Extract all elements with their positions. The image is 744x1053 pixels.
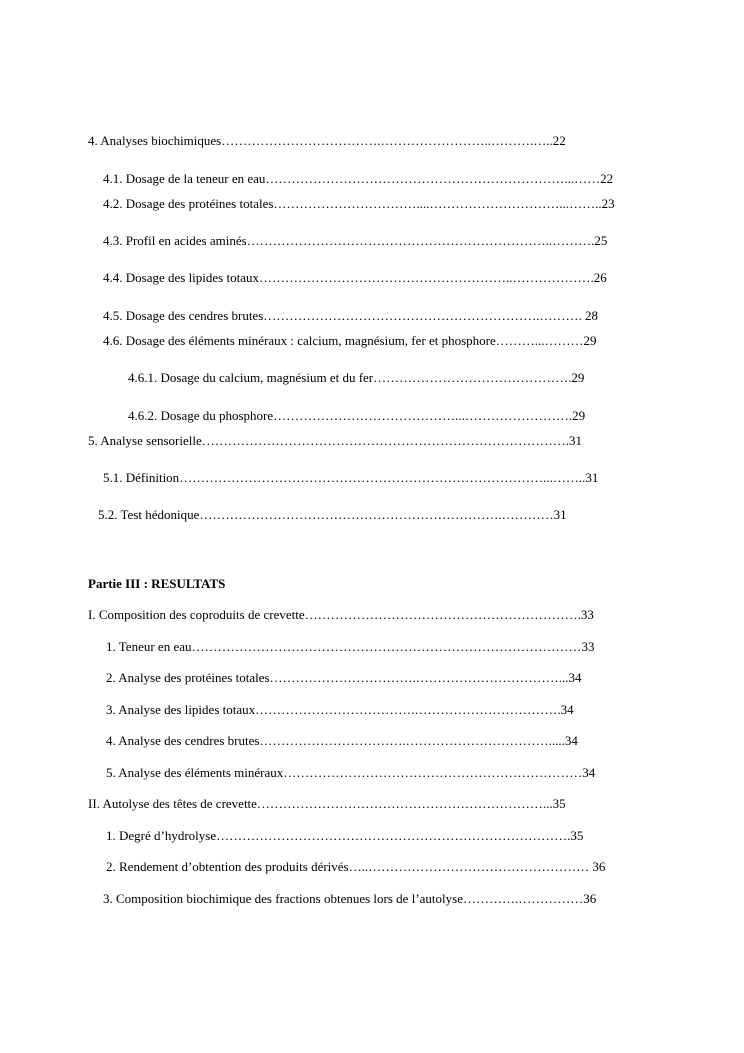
toc-entry: 4.4. Dosage des lipides totaux…………………………………………………..……………….26 [103, 270, 607, 285]
toc-entry: 3. Composition biochimique des fractions obtenues lors de l’autolyse………….……………36 [103, 891, 597, 906]
toc-entry: 5. Analyse des éléments minéraux……………………………………………………………34 [106, 765, 596, 780]
toc-entry: 4.6.1. Dosage du calcium, magnésium et du fer……………………………………….29 [128, 370, 585, 385]
toc-entry: 4.2. Dosage des protéines totales……………………………....…………………………...……..23 [103, 196, 615, 211]
toc-entry: 4. Analyse des cendres brutes…………………………….…………………………….....34 [106, 733, 578, 748]
toc-entry: 5.1. Définition…………………………………………………………………………...……..31 [103, 470, 599, 485]
toc-entry: 5. Analyse sensorielle………………………………………………………………………….31 [88, 433, 582, 448]
toc-entry: 4.6. Dosage des éléments minéraux : calcium, magnésium, fer et phosphore………...………29 [103, 333, 597, 348]
toc-entry: 2. Rendement d’obtention des produits dérivés…..…………………………………………… 36 [106, 859, 606, 874]
toc-entry: 3. Analyse des lipides totaux……………………………….…………………………….34 [106, 702, 574, 717]
toc-entry: 1. Degré d’hydrolyse……………………………………………………………………….35 [106, 828, 584, 843]
toc-entry: 4.6.2. Dosage du phosphore……………………………………...…………………….29 [128, 408, 586, 423]
toc-entry: 4. Analyses biochimiques……………………………….……………………..……….…..22 [88, 133, 566, 148]
toc-entry: I. Composition des coproduits de crevette……………………………………………………….33 [88, 607, 594, 622]
section-heading: Partie III : RESULTATS [88, 576, 226, 591]
toc-entry: 4.5. Dosage des cendres brutes……………………………………………………….………. 28 [103, 308, 599, 323]
toc-entry: II. Autolyse des têtes de crevette…………………………………………………………...35 [88, 796, 566, 811]
toc-entry: 5.2. Test hédonique…………………………………………………………….…………31 [98, 507, 567, 522]
toc-entry: 4.3. Profil en acides aminés……………………………………………………………..……….25 [103, 233, 608, 248]
toc-entry: 4.1. Dosage de la teneur en eau……………………………………………………………...……22 [103, 171, 614, 186]
toc-entry: 1. Teneur en eau………………………………………………………………………………33 [106, 639, 595, 654]
toc-entry: 2. Analyse des protéines totales…………………………….……………………………...34 [106, 670, 582, 685]
